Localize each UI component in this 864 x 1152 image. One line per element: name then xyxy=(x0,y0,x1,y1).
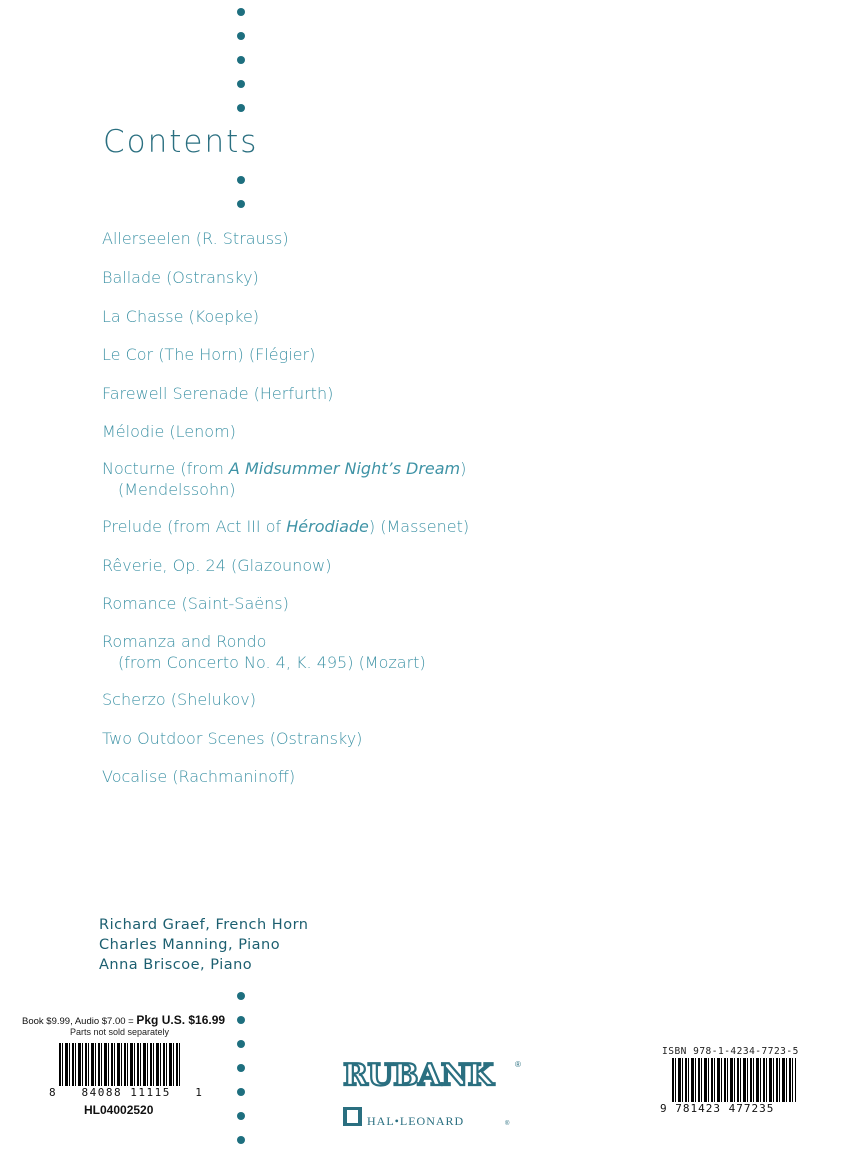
toc-item: Romanza and Rondo (from Concerto No. 4, K. 495) (Mozart) xyxy=(102,632,426,672)
credit-line: Anna Briscoe, Piano xyxy=(99,957,253,973)
isbn-barcode xyxy=(672,1058,796,1102)
dot xyxy=(237,32,245,40)
logo-publisher-mark: ® xyxy=(505,1121,510,1127)
dot xyxy=(237,1088,245,1096)
toc-item: Le Cor (The Horn) (Flégier) xyxy=(102,345,316,364)
dot xyxy=(237,1064,245,1072)
dot xyxy=(237,176,245,184)
toc-item-continuation: (from Concerto No. 4, K. 495) (Mozart) xyxy=(118,653,426,672)
toc-item: Prelude (from Act III of Hérodiade) (Massenet) xyxy=(102,517,470,536)
credit-line: Charles Manning, Piano xyxy=(99,937,281,953)
price-line: Book $9.99, Audio $7.00 = Pkg U.S. $16.99 xyxy=(22,1013,226,1027)
dot xyxy=(237,992,245,1000)
toc-item: Nocturne (from A Midsummer Night’s Dream) (Mendelssohn) xyxy=(102,459,467,499)
toc-item-continuation: (Mendelssohn) xyxy=(118,480,236,499)
toc-item: Vocalise (Rachmaninoff) xyxy=(102,767,296,786)
toc-item: Allerseelen (R. Strauss) xyxy=(102,229,289,248)
logo-registered-mark: ® xyxy=(515,1060,521,1069)
dot xyxy=(237,80,245,88)
dot xyxy=(237,8,245,16)
package-price: Pkg U.S. $16.99 xyxy=(136,1013,226,1027)
upc-barcode xyxy=(59,1043,181,1086)
isbn-digits: 9 781423 477235 xyxy=(660,1102,775,1115)
toc-item: Rêverie, Op. 24 (Glazounow) xyxy=(102,556,332,575)
dot xyxy=(237,104,245,112)
logo-hal-leonard: HAL•LEONARD xyxy=(367,1114,465,1128)
toc-item: Two Outdoor Scenes (Ostransky) xyxy=(102,729,363,748)
rubank-hal-leonard-logo xyxy=(341,1053,521,1133)
toc-italic-title: A Midsummer Night’s Dream xyxy=(228,459,461,478)
product-code: HL04002520 xyxy=(84,1103,154,1117)
performer-credits xyxy=(99,915,308,975)
toc-item: Romance (Saint-Saëns) xyxy=(102,594,289,613)
logo-rubank: RUBANK xyxy=(343,1058,494,1093)
dot xyxy=(237,1112,245,1120)
upc-digits: 8 84088 11115 1 xyxy=(49,1086,204,1099)
toc-item: Farewell Serenade (Herfurth) xyxy=(102,384,334,403)
toc-item: Scherzo (Shelukov) xyxy=(102,690,256,709)
dot xyxy=(237,1016,245,1024)
dot xyxy=(237,56,245,64)
page-title: Contents xyxy=(103,124,259,160)
dot xyxy=(237,200,245,208)
isbn-label: ISBN 978-1-4234-7723-5 xyxy=(662,1046,799,1057)
dot xyxy=(237,1136,245,1144)
toc-item: Mélodie (Lenom) xyxy=(102,422,236,441)
toc-item: Ballade (Ostransky) xyxy=(102,268,259,287)
parts-note: Parts not sold separately xyxy=(70,1027,170,1037)
toc-italic-title: Hérodiade xyxy=(286,517,369,536)
toc-item: La Chasse (Koepke) xyxy=(102,307,260,326)
dot xyxy=(237,1040,245,1048)
credit-line: Richard Graef, French Horn xyxy=(99,917,309,933)
